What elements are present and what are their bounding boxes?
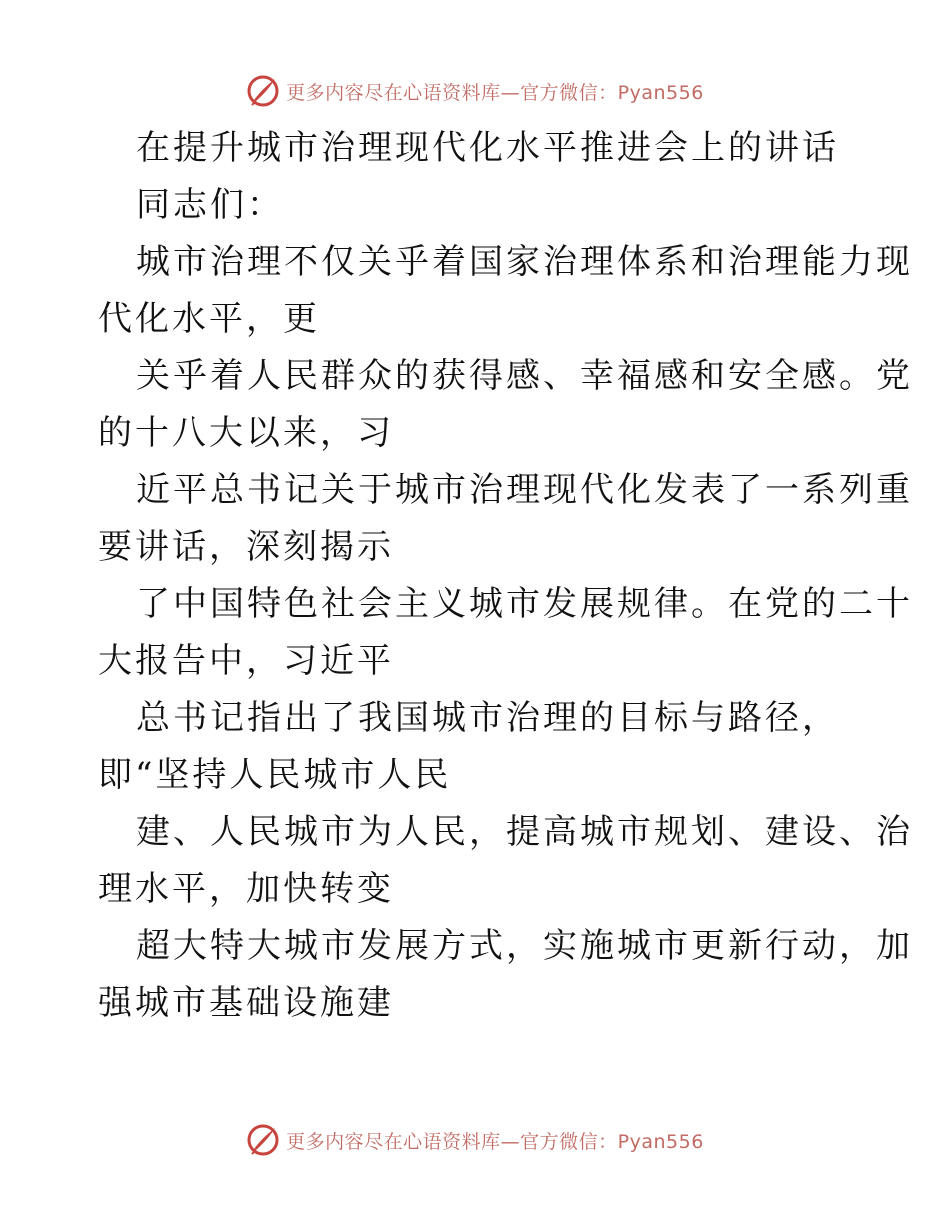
- document-body: [98, 120, 913, 1032]
- paragraph-line: 理水平，加快转变: [98, 869, 394, 909]
- header-watermark: [0, 71, 950, 111]
- paragraph-line: 城市治理不仅关乎着国家治理体系和治理能力现: [136, 242, 913, 282]
- paragraph-line: 建、人民城市为人民，提高城市规划、建设、治: [136, 812, 913, 852]
- document-title: 在提升城市治理现代化水平推进会上的讲话: [136, 128, 839, 168]
- salutation: 同志们：: [136, 185, 284, 225]
- paragraph-line: 强城市基础设施建: [98, 983, 394, 1023]
- paragraph-line: 代化水平，更: [98, 299, 320, 339]
- feather-pen-logo-icon: [246, 1123, 280, 1157]
- paragraph-line: 要讲话，深刻揭示: [98, 527, 394, 567]
- watermark-text: 更多内容尽在心语资料库—官方微信：Pyan556: [286, 81, 704, 104]
- feather-pen-logo-icon: [246, 74, 280, 108]
- paragraph-line: 了中国特色社会主义城市发展规律。在党的二十: [136, 584, 913, 624]
- paragraph-line: 大报告中，习近平: [98, 641, 394, 681]
- footer-watermark: [0, 1120, 950, 1160]
- paragraph-line: 关乎着人民群众的获得感、幸福感和安全感。党: [136, 356, 913, 396]
- watermark-text: 更多内容尽在心语资料库—官方微信：Pyan556: [286, 1130, 704, 1153]
- paragraph-line: 超大特大城市发展方式，实施城市更新行动，加: [136, 926, 913, 966]
- paragraph-line: 即“坚持人民城市人民: [98, 755, 452, 795]
- paragraph-line: 近平总书记关于城市治理现代化发表了一系列重: [136, 470, 913, 510]
- paragraph-line: 总书记指出了我国城市治理的目标与路径，: [136, 698, 839, 738]
- paragraph-line: 的十八大以来，习: [98, 413, 394, 453]
